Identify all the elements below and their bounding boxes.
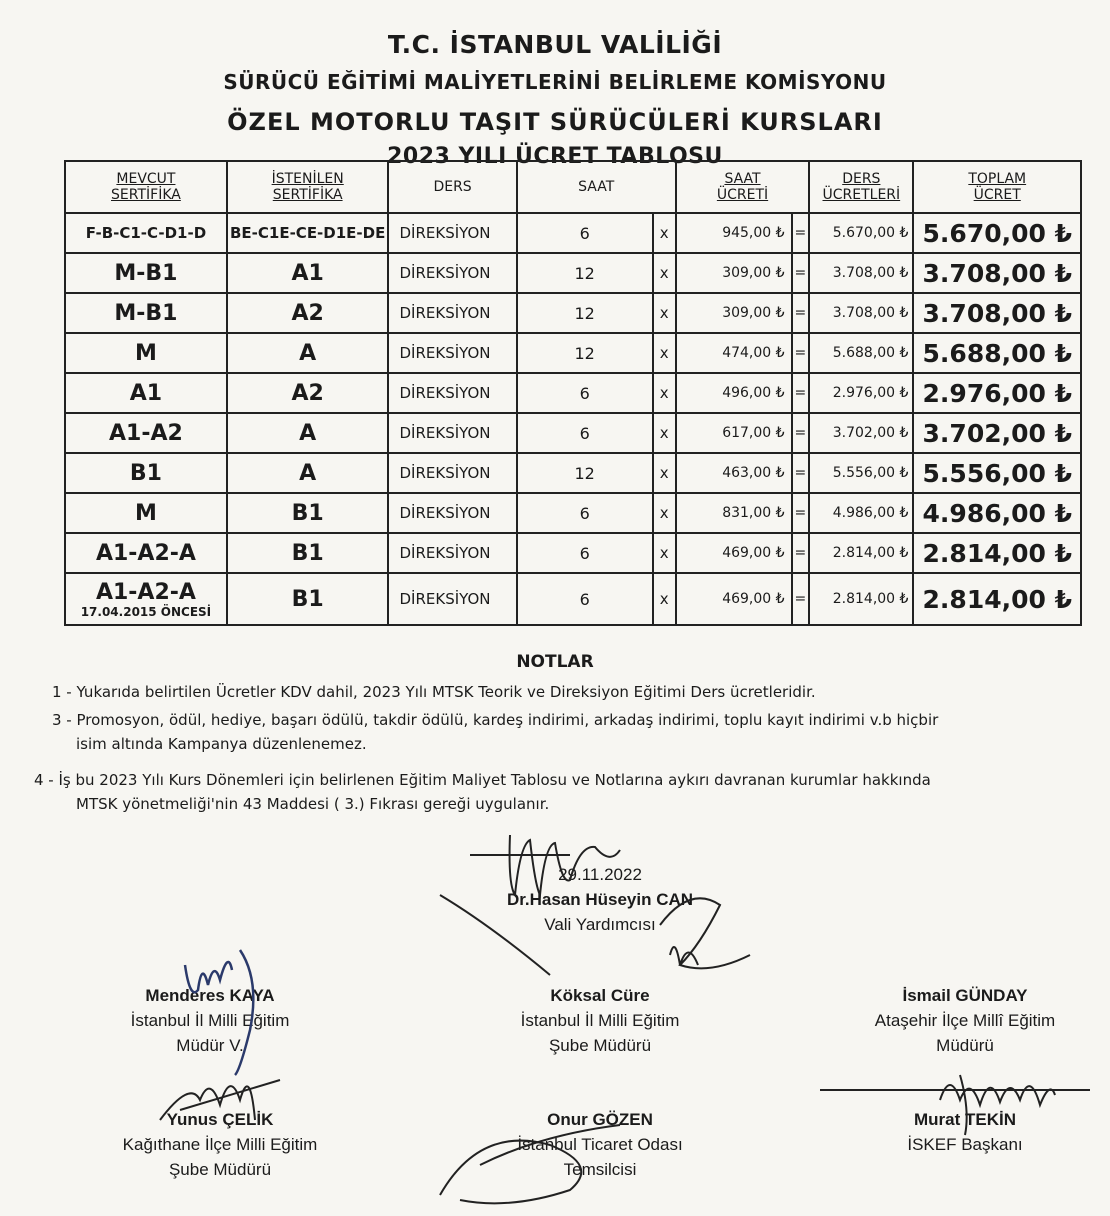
col-ders-ucretleri: DERS ÜCRETLERİ xyxy=(809,161,913,213)
cell-times: x xyxy=(653,293,676,333)
cell-toplam: 4.986,00 ₺ xyxy=(913,493,1081,533)
cell-mevcut: A1-A2-A 17.04.2015 ÖNCESİ xyxy=(65,573,227,625)
cell-mevcut: F-B-C1-C-D1-D xyxy=(65,213,227,253)
handwritten-signature-tekin xyxy=(810,1060,1100,1140)
signatory-title: İSKEF Başkanı xyxy=(907,1135,1023,1154)
cell-ders-ucreti: 5.556,00 ₺ xyxy=(809,453,913,493)
cell-toplam: 5.556,00 ₺ xyxy=(913,453,1081,493)
cell-saat: 12 xyxy=(517,253,653,293)
cell-ders-ucreti: 2.976,00 ₺ xyxy=(809,373,913,413)
cell-saat: 6 xyxy=(517,413,653,453)
cell-times: x xyxy=(653,493,676,533)
signatory-title: Vali Yardımcısı xyxy=(544,915,656,934)
cell-times: x xyxy=(653,333,676,373)
header-governorship: T.C. İSTANBUL VALİLİĞİ xyxy=(387,30,723,59)
cell-times: x xyxy=(653,573,676,625)
cell-toplam: 2.976,00 ₺ xyxy=(913,373,1081,413)
cell-saat-ucreti: 474,00 ₺ xyxy=(676,333,792,373)
cell-equals: = xyxy=(792,453,810,493)
signatory-name: Murat TEKİN xyxy=(914,1110,1016,1129)
cell-saat-ucreti: 496,00 ₺ xyxy=(676,373,792,413)
signatory-title: Kağıthane İlçe Milli Eğitim xyxy=(122,1135,318,1154)
cell-equals: = xyxy=(792,213,810,253)
cell-saat-ucreti: 945,00 ₺ xyxy=(676,213,792,253)
table-row xyxy=(65,533,1081,573)
cell-saat: 12 xyxy=(517,453,653,493)
table-row xyxy=(65,493,1081,533)
signatory-title: İstanbul İl Milli Eğitim xyxy=(520,1011,680,1030)
note-1: 1 - Yukarıda belirtilen Ücretler KDV dahil, 2023 Yılı MTSK Teorik ve Direksiyon Eğitimi Ders ücretleridir. xyxy=(52,683,816,701)
cell-saat-ucreti: 831,00 ₺ xyxy=(676,493,792,533)
cell-toplam: 3.708,00 ₺ xyxy=(913,253,1081,293)
cell-toplam: 3.702,00 ₺ xyxy=(913,413,1081,453)
header-commission: SÜRÜCÜ EĞİTİMİ MALİYETLERİNİ BELİRLEME KOMİSYONU xyxy=(223,70,887,94)
cell-ders-ucreti: 3.708,00 ₺ xyxy=(809,293,913,333)
col-saat: SAAT xyxy=(517,161,676,213)
note-4-line2: MTSK yönetmeliği'nin 43 Maddesi ( 3.) Fıkrası gereği uygulanır. xyxy=(76,795,550,813)
cell-istenilen: BE-C1E-CE-D1E-DE xyxy=(227,213,389,253)
cell-mevcut: M xyxy=(65,493,227,533)
col-saat-ucreti: SAAT ÜCRETİ xyxy=(676,161,809,213)
signatory-title-2: Temsilcisi xyxy=(563,1160,637,1179)
handwritten-signature-kaya xyxy=(170,940,290,1080)
cell-equals: = xyxy=(792,493,810,533)
signature-date: 29.11.2022 xyxy=(558,865,642,884)
notes-title: NOTLAR xyxy=(516,652,594,672)
cell-mevcut: M-B1 xyxy=(65,293,227,333)
cell-mevcut-note: 17.04.2015 ÖNCESİ xyxy=(80,604,212,619)
cell-toplam: 2.814,00 ₺ xyxy=(913,573,1081,625)
cell-ders-ucreti: 3.702,00 ₺ xyxy=(809,413,913,453)
note-3-line1: 3 - Promosyon, ödül, hediye, başarı ödülü, takdir ödülü, kardeş indirimi, arkadaş indirimi, toplu kayıt indirimi v.b hiçbir xyxy=(52,711,939,729)
cell-istenilen: B1 xyxy=(227,493,389,533)
cell-istenilen: B1 xyxy=(227,533,389,573)
signatory-name: Yunus ÇELİK xyxy=(166,1110,274,1129)
cell-mevcut: A1-A2 xyxy=(65,413,227,453)
cell-ders: DİREKSİYON xyxy=(388,413,516,453)
cell-equals: = xyxy=(792,373,810,413)
cell-saat-ucreti: 469,00 ₺ xyxy=(676,573,792,625)
signatory-title-2: Müdür V. xyxy=(176,1036,244,1055)
fee-table xyxy=(64,160,1082,626)
cell-times: x xyxy=(653,253,676,293)
signatory-name: Dr.Hasan Hüseyin CAN xyxy=(506,890,694,909)
note-4-line1: 4 - İş bu 2023 Yılı Kurs Dönemleri için belirlenen Eğitim Maliyet Tablosu ve Notlarına aykırı davranan kurumlar hakkında xyxy=(34,771,931,789)
cell-equals: = xyxy=(792,333,810,373)
handwritten-signature-celik xyxy=(150,1060,300,1140)
cell-ders: DİREKSİYON xyxy=(388,573,516,625)
cell-ders: DİREKSİYON xyxy=(388,253,516,293)
cell-saat: 12 xyxy=(517,333,653,373)
cell-saat: 6 xyxy=(517,213,653,253)
table-row xyxy=(65,373,1081,413)
table-row xyxy=(65,333,1081,373)
cell-ders-ucreti: 5.670,00 ₺ xyxy=(809,213,913,253)
cell-equals: = xyxy=(792,533,810,573)
cell-ders-ucreti: 5.688,00 ₺ xyxy=(809,333,913,373)
cell-istenilen: A xyxy=(227,333,389,373)
signatory-title-2: Şube Müdürü xyxy=(168,1160,272,1179)
cell-mevcut: M-B1 xyxy=(65,253,227,293)
cell-saat: 6 xyxy=(517,533,653,573)
header-course-type: ÖZEL MOTORLU TAŞIT SÜRÜCÜLERİ KURSLARI xyxy=(227,108,883,136)
col-ders: DERS xyxy=(388,161,516,213)
cell-ders-ucreti: 2.814,00 ₺ xyxy=(809,533,913,573)
signatory-name: İsmail GÜNDAY xyxy=(902,986,1028,1005)
table-row xyxy=(65,453,1081,493)
cell-toplam: 3.708,00 ₺ xyxy=(913,293,1081,333)
header-table-title: 2023 YILI ÜCRET TABLOSU xyxy=(387,144,723,169)
cell-istenilen: B1 xyxy=(227,573,389,625)
col-toplam: TOPLAM ÜCRET xyxy=(913,161,1081,213)
col-istenilen: İSTENİLEN SERTİFİKA xyxy=(227,161,389,213)
cell-istenilen: A xyxy=(227,413,389,453)
cell-ders: DİREKSİYON xyxy=(388,453,516,493)
cell-toplam: 5.670,00 ₺ xyxy=(913,213,1081,253)
cell-saat: 6 xyxy=(517,373,653,413)
handwritten-signature-main xyxy=(430,825,770,985)
cell-times: x xyxy=(653,413,676,453)
cell-ders: DİREKSİYON xyxy=(388,213,516,253)
cell-mevcut: A1-A2-A xyxy=(65,533,227,573)
cell-mevcut: A1 xyxy=(65,373,227,413)
table-row xyxy=(65,413,1081,453)
signatory-title: İstanbul İl Milli Eğitim xyxy=(130,1011,290,1030)
signature-block-cure xyxy=(460,983,740,1058)
cell-saat-ucreti: 463,00 ₺ xyxy=(676,453,792,493)
signature-block-gunday xyxy=(835,983,1095,1058)
signatory-title-2: Müdürü xyxy=(936,1036,994,1055)
cell-toplam: 2.814,00 ₺ xyxy=(913,533,1081,573)
cell-equals: = xyxy=(792,413,810,453)
note-3-line2: isim altında Kampanya düzenlenemez. xyxy=(76,735,367,753)
table-row xyxy=(65,293,1081,333)
table-row xyxy=(65,213,1081,253)
cell-times: x xyxy=(653,373,676,413)
cell-ders: DİREKSİYON xyxy=(388,493,516,533)
cell-ders: DİREKSİYON xyxy=(388,373,516,413)
cell-saat: 12 xyxy=(517,293,653,333)
cell-istenilen: A1 xyxy=(227,253,389,293)
cell-istenilen: A2 xyxy=(227,373,389,413)
cell-saat-ucreti: 617,00 ₺ xyxy=(676,413,792,453)
signatory-title: Ataşehir İlçe Millî Eğitim xyxy=(874,1011,1056,1030)
cell-saat-ucreti: 309,00 ₺ xyxy=(676,293,792,333)
cell-times: x xyxy=(653,453,676,493)
cell-saat-ucreti: 309,00 ₺ xyxy=(676,253,792,293)
cell-ders-ucreti: 3.708,00 ₺ xyxy=(809,253,913,293)
fee-table-header xyxy=(65,161,1081,213)
col-mevcut: MEVCUT SERTİFİKA xyxy=(65,161,227,213)
signatory-title-2: Şube Müdürü xyxy=(548,1036,652,1055)
cell-ders: DİREKSİYON xyxy=(388,533,516,573)
cell-ders: DİREKSİYON xyxy=(388,333,516,373)
table-row xyxy=(65,253,1081,293)
cell-times: x xyxy=(653,533,676,573)
handwritten-signature-gozen xyxy=(420,1105,650,1215)
cell-saat: 6 xyxy=(517,493,653,533)
signatory-name: Köksal Cüre xyxy=(550,986,650,1005)
cell-istenilen: A xyxy=(227,453,389,493)
cell-mevcut: B1 xyxy=(65,453,227,493)
cell-equals: = xyxy=(792,573,810,625)
cell-saat-ucreti: 469,00 ₺ xyxy=(676,533,792,573)
cell-istenilen: A2 xyxy=(227,293,389,333)
table-row xyxy=(65,573,1081,625)
signatory-name: Menderes KAYA xyxy=(145,986,275,1005)
cell-ders: DİREKSİYON xyxy=(388,293,516,333)
cell-equals: = xyxy=(792,293,810,333)
cell-saat: 6 xyxy=(517,573,653,625)
cell-times: x xyxy=(653,213,676,253)
cell-ders-ucreti: 4.986,00 ₺ xyxy=(809,493,913,533)
signatory-title: İstanbul Ticaret Odası xyxy=(517,1135,683,1154)
cell-ders-ucreti: 2.814,00 ₺ xyxy=(809,573,913,625)
signatory-name: Onur GÖZEN xyxy=(547,1110,653,1129)
cell-mevcut: M xyxy=(65,333,227,373)
cell-equals: = xyxy=(792,253,810,293)
cell-toplam: 5.688,00 ₺ xyxy=(913,333,1081,373)
